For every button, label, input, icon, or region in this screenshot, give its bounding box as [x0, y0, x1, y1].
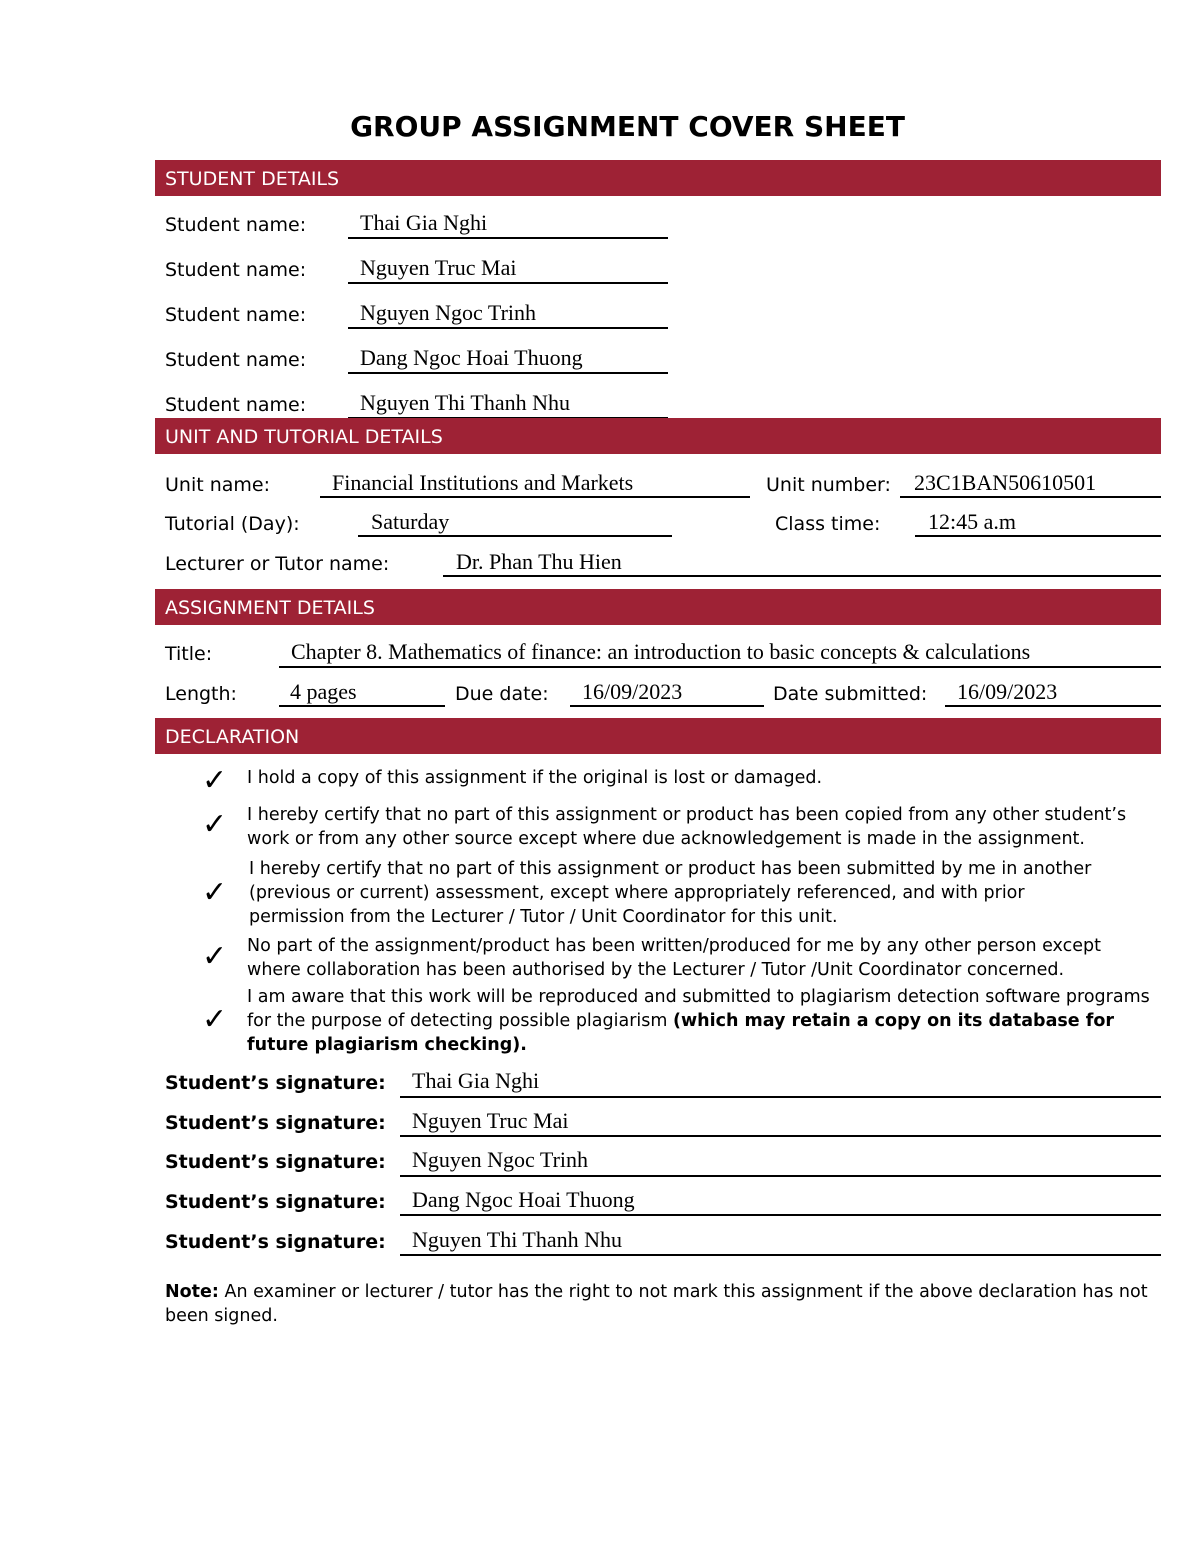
- signature-line-5: [400, 1254, 1161, 1256]
- declaration-item-1-line-1: I hold a copy of this assignment if the original is lost or damaged.: [247, 768, 823, 788]
- section-declaration: DECLARATION: [155, 718, 1161, 754]
- signature-label-3: Student’s signature:: [165, 1151, 386, 1173]
- due-date-label: Due date:: [455, 683, 549, 705]
- date-submitted-label: Date submitted:: [773, 683, 928, 705]
- student-name-1[interactable]: Thai Gia Nghi: [360, 210, 488, 235]
- declaration-item-3: [249, 857, 1091, 929]
- student-name-label-5: Student name:: [165, 394, 307, 416]
- declaration-item-5-line-2-text: for the purpose of detecting possible plagiarism: [247, 1011, 673, 1031]
- declaration-item-2-line-2: work or from any other source except where due acknowledgement is made in the assignment.: [247, 829, 1085, 849]
- signature-1[interactable]: Thai Gia Nghi: [412, 1068, 540, 1093]
- section-student-details: STUDENT DETAILS: [155, 160, 1161, 196]
- assignment-title-value[interactable]: Chapter 8. Mathematics of finance: an introduction to basic concepts & calculations: [291, 639, 1031, 664]
- section-unit-tutorial: UNIT AND TUTORIAL DETAILS: [155, 418, 1161, 454]
- student-name-label-4: Student name:: [165, 349, 307, 371]
- note-label: Note:: [165, 1282, 219, 1302]
- signature-5[interactable]: Nguyen Thi Thanh Nhu: [412, 1227, 622, 1252]
- signature-line-4: [400, 1214, 1161, 1216]
- unit-name-label: Unit name:: [165, 474, 271, 496]
- note-text: An examiner or lecturer / tutor has the right to not mark this assignment if the above declaration has not been signed.: [165, 1282, 1148, 1326]
- declaration-item-5: [247, 985, 1150, 1057]
- date-submitted-line: [945, 705, 1161, 707]
- page-title: GROUP ASSIGNMENT COVER SHEET: [350, 110, 905, 143]
- check-icon: ✓: [202, 763, 228, 798]
- signature-label-4: Student’s signature:: [165, 1191, 386, 1213]
- student-name-line-1: [348, 237, 668, 239]
- unit-name-value[interactable]: Financial Institutions and Markets: [332, 470, 634, 495]
- unit-name-line: [320, 496, 750, 498]
- signature-2[interactable]: Nguyen Truc Mai: [412, 1108, 569, 1133]
- assignment-title-line: [279, 666, 1161, 668]
- lecturer-value[interactable]: Dr. Phan Thu Hien: [456, 549, 622, 574]
- note: [165, 1280, 1155, 1328]
- check-icon: ✓: [202, 807, 228, 842]
- declaration-item-5-line-3: [247, 1033, 1150, 1057]
- student-name-label-3: Student name:: [165, 304, 307, 326]
- student-name-line-3: [348, 327, 668, 329]
- declaration-item-5-bold-1: (which may retain a copy on its database for: [673, 1011, 1115, 1031]
- declaration-item-5-bold-2: future plagiarism checking).: [247, 1035, 527, 1055]
- assignment-title-label: Title:: [165, 643, 213, 665]
- unit-number-value[interactable]: 23C1BAN50610501: [914, 470, 1097, 495]
- tutorial-day-value[interactable]: Saturday: [371, 509, 450, 534]
- student-name-4[interactable]: Dang Ngoc Hoai Thuong: [360, 345, 583, 370]
- signature-line-3: [400, 1175, 1161, 1177]
- student-name-label-1: Student name:: [165, 214, 307, 236]
- declaration-item-3-line-1: I hereby certify that no part of this assignment or product has been submitted by me in another: [249, 859, 1092, 879]
- student-name-label-2: Student name:: [165, 259, 307, 281]
- class-time-label: Class time:: [775, 513, 881, 535]
- declaration-item-4: [247, 934, 1101, 982]
- declaration-item-2: [247, 803, 1126, 851]
- declaration-item-2-line-1: I hereby certify that no part of this assignment or product has been copied from any other student’s: [247, 805, 1127, 825]
- unit-number-line: [900, 496, 1161, 498]
- length-label: Length:: [165, 683, 237, 705]
- declaration-item-3-line-2: (previous or current) assessment, except where appropriately referenced, and with prior: [249, 883, 1025, 903]
- declaration-item-5-line-2: [247, 1009, 1150, 1033]
- check-icon: ✓: [202, 875, 228, 910]
- due-date-line: [570, 705, 764, 707]
- declaration-item-5-line-1: I am aware that this work will be reproduced and submitted to plagiarism detection software programs: [247, 987, 1150, 1007]
- unit-number-label: Unit number:: [766, 474, 891, 496]
- student-name-line-4: [348, 372, 668, 374]
- class-time-line: [915, 535, 1161, 537]
- signature-label-5: Student’s signature:: [165, 1231, 386, 1253]
- student-name-2[interactable]: Nguyen Truc Mai: [360, 255, 517, 280]
- class-time-value[interactable]: 12:45 a.m: [928, 509, 1016, 534]
- declaration-item-4-line-1: No part of the assignment/product has been written/produced for me by any other person except: [247, 936, 1101, 956]
- signature-line-1: [400, 1096, 1161, 1098]
- student-name-3[interactable]: Nguyen Ngoc Trinh: [360, 300, 537, 325]
- signature-label-1: Student’s signature:: [165, 1072, 386, 1094]
- declaration-item-1: [247, 766, 822, 790]
- check-icon: ✓: [202, 1002, 228, 1037]
- student-name-line-2: [348, 282, 668, 284]
- section-assignment-details: ASSIGNMENT DETAILS: [155, 589, 1161, 625]
- lecturer-label: Lecturer or Tutor name:: [165, 553, 390, 575]
- declaration-item-4-line-2: where collaboration has been authorised by the Lecturer / Tutor /Unit Coordinator concerned.: [247, 960, 1065, 980]
- date-submitted-value[interactable]: 16/09/2023: [957, 679, 1058, 704]
- due-date-value[interactable]: 16/09/2023: [582, 679, 683, 704]
- tutorial-day-line: [358, 535, 672, 537]
- declaration-item-3-line-3: permission from the Lecturer / Tutor / Unit Coordinator for this unit.: [249, 907, 838, 927]
- length-line: [279, 705, 445, 707]
- length-value[interactable]: 4 pages: [290, 679, 357, 704]
- signature-label-2: Student’s signature:: [165, 1112, 386, 1134]
- signature-3[interactable]: Nguyen Ngoc Trinh: [412, 1147, 589, 1172]
- lecturer-line: [443, 575, 1161, 577]
- signature-4[interactable]: Dang Ngoc Hoai Thuong: [412, 1187, 635, 1212]
- tutorial-day-label: Tutorial (Day):: [165, 513, 300, 535]
- signature-line-2: [400, 1135, 1161, 1137]
- student-name-5[interactable]: Nguyen Thi Thanh Nhu: [360, 390, 570, 415]
- check-icon: ✓: [202, 939, 228, 974]
